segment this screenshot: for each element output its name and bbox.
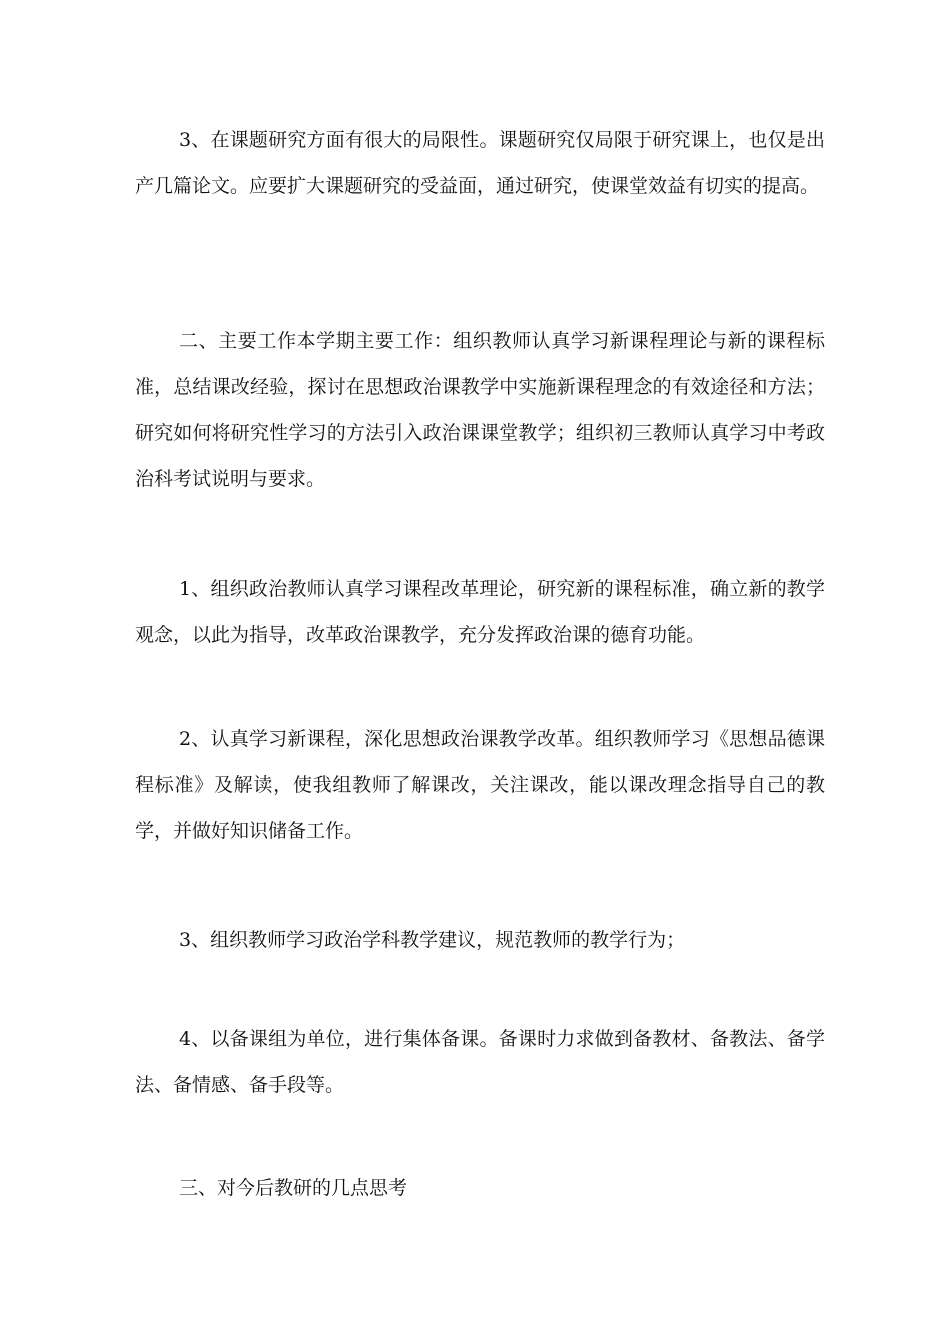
paragraph-research-limitation: 3、在课题研究方面有很大的局限性。课题研究仅局限于研究课上，也仅是出产几篇论文。应要扩大课题研究的受益面，通过研究，使课堂效益有切实的提高。	[135, 129, 825, 197]
paragraph-item-2: 2、认真学习新课程，深化思想政治课教学改革。组织教师学习《思想品德课程标准》及解读，使我组教师了解课改，关注课改，能以课改理念指导自己的教学，并做好知识储备工作。	[135, 728, 825, 842]
section-heading-3: 三、对今后教研的几点思考	[179, 1177, 408, 1199]
paragraph-item-3: 3、组织教师学习政治学科教学建议，规范教师的教学行为；	[179, 929, 686, 951]
paragraph-item-1: 1、组织政治教师认真学习课程改革理论，研究新的课程标准，确立新的教学观念，以此为指导，改革政治课教学，充分发挥政治课的德育功能。	[135, 578, 825, 646]
paragraph-main-work: 二、主要工作本学期主要工作：组织教师认真学习新课程理论与新的课程标准，总结课改经验，探讨在思想政治课教学中实施新课程理念的有效途径和方法；研究如何将研究性学习的方法引入政治课课堂教学；组织初三教师认真学习中考政治科考试说明与要求。	[135, 330, 825, 490]
paragraph-item-4: 4、以备课组为单位，进行集体备课。备课时力求做到备教材、备教法、备学法、备情感、备手段等。	[135, 1028, 825, 1096]
